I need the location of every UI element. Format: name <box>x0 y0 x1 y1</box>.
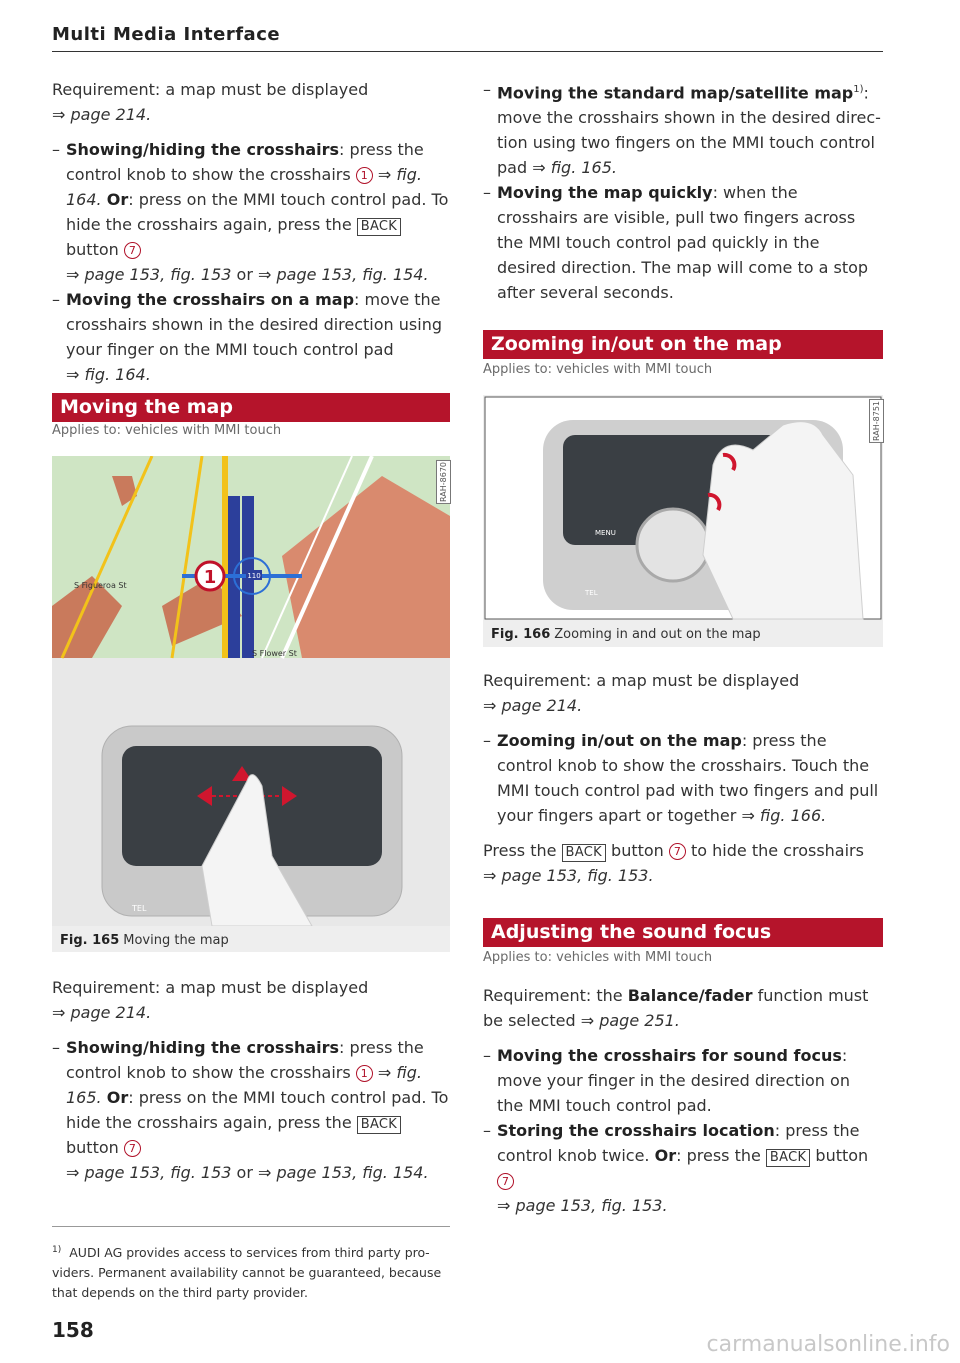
footnote: $^{1)}$ AUDI AG provides access to services from third party providers. Permanent availability cannot be guaranteed, because that depends on the third party provider. <box>52 1245 442 1301</box>
page-ref[interactable]: ⇒ page 214. <box>52 1003 152 1022</box>
page-ref[interactable]: ⇒ page 153, fig. 153. <box>497 1196 668 1215</box>
map-label-figueroa: S Figueroa St <box>74 581 127 590</box>
back-key: BACK <box>357 1116 401 1134</box>
footnote-rule <box>52 1226 450 1227</box>
page-ref[interactable]: ⇒ page 153, fig. 154. <box>258 265 429 284</box>
right-top-text <box>483 77 881 305</box>
zooming-text <box>483 668 881 898</box>
page-number: 158 <box>52 1318 94 1342</box>
left-bottom-text <box>52 975 450 1185</box>
map-label-flower: S Flower St <box>252 649 297 658</box>
back-key: BACK <box>357 218 401 236</box>
figure-id: RAH-8751 <box>869 399 884 443</box>
figure-165 <box>52 456 450 952</box>
figure-166-illustration <box>483 395 883 621</box>
callout-7-icon: 7 <box>124 1140 141 1157</box>
figure-caption: Fig. 166 Zooming in and out on the map <box>491 627 761 642</box>
callout-1-icon: 1 <box>356 1065 373 1082</box>
applies-to: Applies to: vehicles with MMI touch <box>483 362 713 377</box>
figure-166 <box>483 395 883 647</box>
page-ref[interactable]: ⇒ page 251. <box>580 1011 680 1030</box>
fig-ref[interactable]: ⇒ fig. 164. <box>66 365 151 384</box>
page-ref[interactable]: ⇒ page 153, fig. 154. <box>258 1163 429 1182</box>
list-item: – Showing/hiding the crosshairs: press the control knob to show the crosshairs 1 ⇒ fig. 164. Or: press on the MMI touch control pad. To hide the crosshairs again, press the BACK button 7 ⇒ page 153, fig. 153 or ⇒ page 153, fig. 154. <box>52 140 449 284</box>
list-item: – Moving the map quickly: when the crosshairs are visible, pull two fingers across the MMI touch control pad quickly in the desired direction. The map will come to a stop after several seconds. <box>483 183 869 303</box>
callout-1-icon: 1 <box>356 167 373 184</box>
back-key: BACK <box>562 844 606 862</box>
list-item: – Showing/hiding the crosshairs: press the control knob to show the crosshairs 1 ⇒ fig. 165. Or: press on the MMI touch control pad. To hide the crosshairs again, press the BACK button 7 ⇒ page 153, fig. 153 or ⇒ page 153, fig. 154. <box>52 1038 449 1182</box>
pad-tel-label: TEL <box>585 589 598 597</box>
applies-to: Applies to: vehicles with MMI touch <box>483 950 713 965</box>
requirement-para: Requirement: a map must be displayed ⇒ page 214. <box>52 80 369 124</box>
list-item: – Storing the crosshairs location: press the control knob twice. Or: press the BACK button 7 ⇒ page 153, fig. 153. <box>483 1121 869 1215</box>
sound-text <box>483 983 881 1218</box>
requirement-para: Requirement: the Balance/fader function must be selected ⇒ page 251. <box>483 986 869 1030</box>
crosshair-marker: 1 <box>203 567 217 588</box>
fig-ref[interactable]: ⇒ fig. 165. <box>532 158 617 178</box>
page-ref[interactable]: ⇒ page 153, fig. 153. <box>483 866 654 885</box>
pad-menu-label: MENU <box>595 529 616 537</box>
figure-165-illustration <box>52 456 450 926</box>
figure-caption: Fig. 165 Moving the map <box>60 933 229 948</box>
fig-ref[interactable]: ⇒ fig. 166. <box>741 806 827 825</box>
watermark: carmanualsonline.info <box>706 1332 950 1357</box>
list-item: – Moving the crosshairs for sound focus: move your finger in the desired direction on the MMI touch control pad. <box>483 1046 850 1115</box>
freeway-shield-icon: 110 <box>247 572 261 580</box>
fig-ref[interactable]: ⇒ fig. 165. <box>66 1063 422 1107</box>
press-back-para: Press the BACK button 7 to hide the crosshairs ⇒ page 153, fig. 153. <box>483 841 864 885</box>
page-ref[interactable]: ⇒ page 153, fig. 153 <box>66 1163 232 1182</box>
requirement-para: Requirement: a map must be displayed ⇒ page 214. <box>483 671 800 715</box>
fig-ref[interactable]: ⇒ fig. 164. <box>66 165 422 209</box>
figure-id: RAH-8670 <box>436 460 451 504</box>
page-ref[interactable]: ⇒ page 153, fig. 153 <box>66 265 232 284</box>
section-heading-moving-map: Moving the map <box>52 393 450 422</box>
section-heading-zooming: Zooming in/out on the map <box>483 330 883 359</box>
header-rule <box>52 51 883 52</box>
list-item: – Moving the crosshairs on a map: move the crosshairs shown in the desired direction using your finger on the MMI touch control pad ⇒ fig. 164. <box>52 290 442 384</box>
applies-to: Applies to: vehicles with MMI touch <box>52 423 282 438</box>
pad-tel-label: TEL <box>132 904 147 913</box>
back-key: BACK <box>766 1149 810 1167</box>
requirement-para: Requirement: a map must be displayed ⇒ page 214. <box>52 978 369 1022</box>
page-ref[interactable]: ⇒ page 214. <box>483 696 583 715</box>
running-header: Multi Media Interface <box>52 24 281 45</box>
list-item: – Zooming in/out on the map: press the control knob to show the crosshairs. Touch the MMI touch control pad with two fingers and pull your fingers apart or together ⇒ fig. 166. <box>483 731 879 825</box>
section-heading-sound-focus: Adjusting the sound focus <box>483 918 883 947</box>
callout-7-icon: 7 <box>124 242 141 259</box>
list-item: – Moving the standard map/satellite map$^{1)}$: move the crosshairs shown in the desired direction using two fingers on the MMI touch control pad ⇒ fig. 165. <box>483 80 881 178</box>
page-ref[interactable]: ⇒ page 214. <box>52 105 152 124</box>
left-top-text <box>52 77 450 387</box>
callout-7-icon: 7 <box>669 843 686 860</box>
callout-7-icon: 7 <box>497 1173 514 1190</box>
